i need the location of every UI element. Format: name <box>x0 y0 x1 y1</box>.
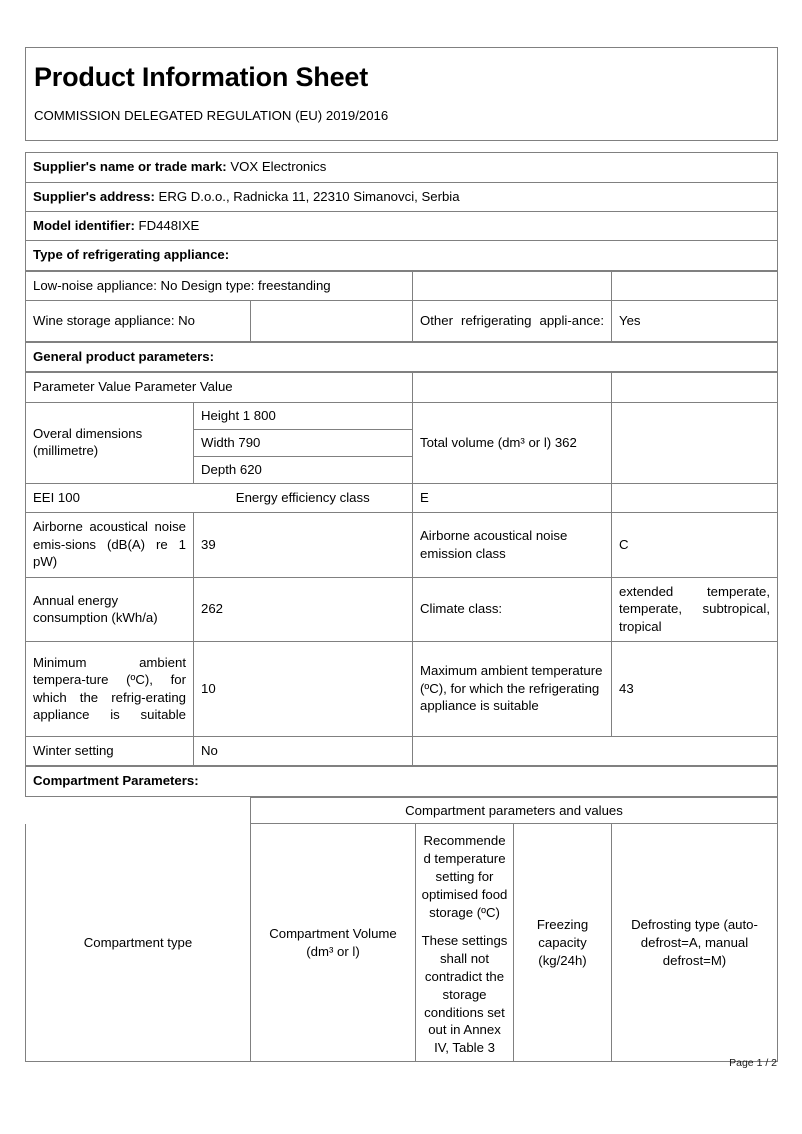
low-noise-spacer-2 <box>612 271 778 300</box>
dimensions-subtable-cell <box>194 402 413 483</box>
appliance-type-table <box>25 271 778 342</box>
eei-value: EEI 100 <box>26 484 194 513</box>
min-temp-value: 10 <box>194 642 413 737</box>
wine-storage-row <box>26 301 778 341</box>
energy-label: Annual energy consumption (kWh/a) <box>26 577 194 641</box>
low-noise-spacer-1 <box>413 271 612 300</box>
eei-spacer <box>612 484 778 513</box>
dimension-row-width <box>194 429 412 456</box>
energy-row <box>26 577 778 641</box>
ambient-temperature-row <box>26 642 778 737</box>
winter-spacer <box>413 736 778 765</box>
winter-label: Winter setting <box>26 736 194 765</box>
dimension-width: Width 790 <box>194 429 412 456</box>
header-table <box>25 47 778 141</box>
general-section-row <box>26 342 778 371</box>
freezing-capacity-header: Freezing capacity (kg/24h) <box>514 824 612 1062</box>
total-volume-cell: Total volume (dm³ or l) 362 <box>413 402 612 483</box>
supplier-name-label: Supplier's name or trade mark: <box>33 159 227 175</box>
dimensions-row <box>26 402 778 483</box>
supplier-address-label: Supplier's address: <box>33 188 155 204</box>
dimensions-table <box>194 403 412 483</box>
product-information-sheet <box>25 47 777 1062</box>
compartment-type-header: Compartment type <box>26 824 251 1062</box>
supplier-name-cell <box>26 153 778 182</box>
noise-label: Airborne acoustical noise emis-sions (dB(A) re 1 pW) <box>26 513 194 577</box>
page-footer: Page 1 / 2 <box>729 1057 777 1069</box>
dimension-depth: Depth 620 <box>194 456 412 483</box>
paragraph-gap <box>421 921 508 932</box>
page-title: Product Information Sheet <box>34 62 369 92</box>
eei-class-label: Energy efficiency class <box>194 484 413 513</box>
parameter-legend-row <box>26 373 778 402</box>
general-parameters-table <box>25 372 778 766</box>
min-temp-label: Minimum ambient tempera-ture (ºC), for which the refrig-erating appliance is suitable <box>26 642 194 737</box>
eei-row <box>26 484 778 513</box>
supplier-address-row <box>26 182 778 211</box>
appliance-type-section-row <box>26 241 778 270</box>
title-cell <box>26 48 778 141</box>
other-appliance-label: Other refrigerating appli-ance: <box>413 301 612 341</box>
defrosting-type-header: Defrosting type (auto-defrost=A, manual defrost=M) <box>612 824 778 1062</box>
title-row <box>26 48 778 141</box>
energy-value: 262 <box>194 577 413 641</box>
climate-label: Climate class: <box>413 577 612 641</box>
recommended-temperature-header <box>416 824 514 1062</box>
general-section-label: General product parameters: <box>26 342 778 371</box>
max-temp-label: Maximum ambient temperature (ºC), for which the refrigerating appliance is suitable <box>413 642 612 737</box>
wine-storage-cell: Wine storage appliance: No <box>26 301 251 341</box>
low-noise-row <box>26 271 778 300</box>
parameter-legend-spacer-2 <box>612 373 778 402</box>
dimension-height: Height 1 800 <box>194 403 412 430</box>
other-appliance-value: Yes <box>612 301 778 341</box>
winter-setting-row <box>26 736 778 765</box>
recommended-temperature-part1: Recommended temperature setting for optimised food storage (ºC) <box>421 833 508 920</box>
low-noise-cell: Low-noise appliance: No Design type: freestanding <box>26 271 413 300</box>
regulation-subtitle: COMMISSION DELEGATED REGULATION (EU) 2019/2016 <box>34 108 389 124</box>
dimension-row-height <box>194 403 412 430</box>
climate-value: extended temperate, temperate, subtropical, tropical <box>612 577 778 641</box>
model-value: FD448IXE <box>138 218 200 234</box>
compartment-section-label: Compartment Parameters: <box>26 767 778 796</box>
total-volume-spacer <box>612 402 778 483</box>
eei-class-value: E <box>413 484 612 513</box>
appliance-type-section-label: Type of refrigerating appliance: <box>26 241 778 270</box>
model-label: Model identifier: <box>33 218 135 234</box>
supplier-address-cell <box>26 182 778 211</box>
compartment-section-table <box>25 766 778 796</box>
model-cell <box>26 212 778 241</box>
general-section-table <box>25 342 778 372</box>
winter-value: No <box>194 736 413 765</box>
supplier-address-value: ERG D.o.o., Radnicka 11, 22310 Simanovci, Serbia <box>158 188 460 204</box>
noise-row <box>26 513 778 577</box>
compartment-parameters-table <box>25 797 778 1063</box>
wine-storage-spacer <box>251 301 413 341</box>
recommended-temperature-part2: These settings shall not contradict the storage conditions set out in Annex IV, Table 3 <box>421 933 508 1056</box>
noise-value: 39 <box>194 513 413 577</box>
parameter-legend-spacer-1 <box>413 373 612 402</box>
compartment-group-header-row <box>26 797 778 824</box>
supplier-table <box>25 152 778 271</box>
supplier-name-value: VOX Electronics <box>230 159 327 175</box>
compartment-column-header-row <box>26 824 778 1062</box>
noise-class-value: C <box>612 513 778 577</box>
max-temp-value: 43 <box>612 642 778 737</box>
compartment-volume-header: Compartment Volume (dm³ or l) <box>251 824 416 1062</box>
model-row <box>26 212 778 241</box>
noise-class-label: Airborne acoustical noise emission class <box>413 513 612 577</box>
dimensions-label: Overal dimensions (millimetre) <box>26 402 194 483</box>
compartment-section-row <box>26 767 778 796</box>
compartment-group-header: Compartment parameters and values <box>251 797 778 824</box>
dimension-row-depth <box>194 456 412 483</box>
supplier-name-row <box>26 153 778 182</box>
parameter-legend-cell: Parameter Value Parameter Value <box>26 373 413 402</box>
compartment-group-spacer <box>26 797 251 824</box>
